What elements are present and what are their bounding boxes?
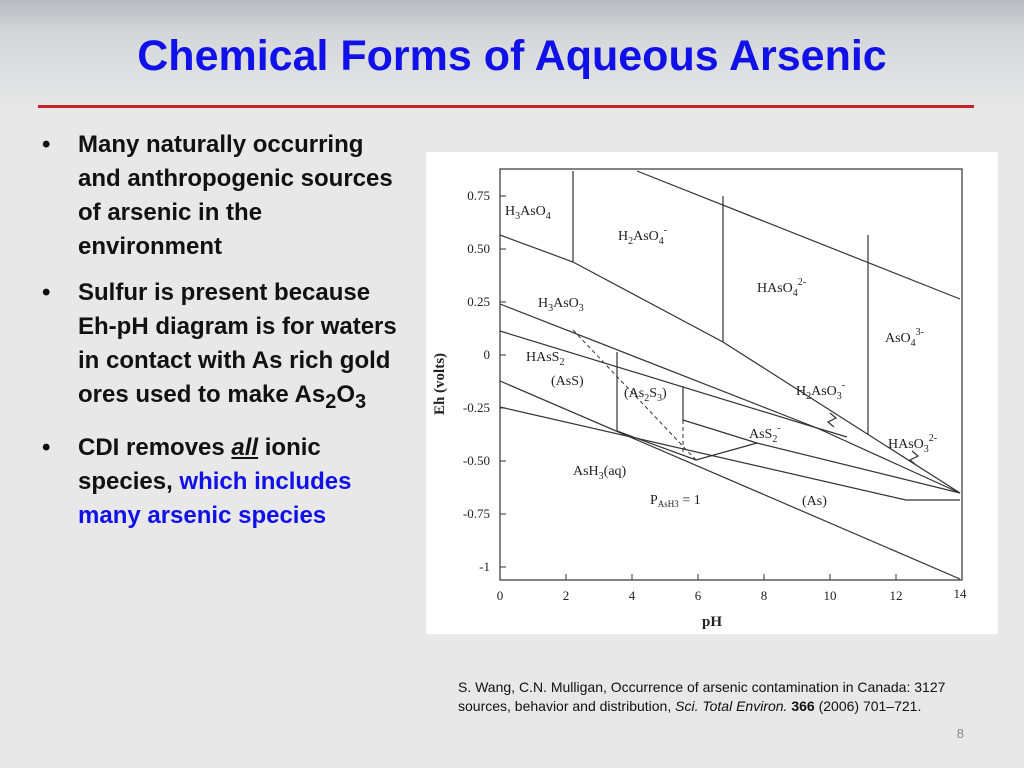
label-h3aso3: $H_3AsO_3$ [538,296,584,314]
volume-number: 366 [791,698,815,714]
boundary-arsine-as [500,407,960,500]
label-pash3: $P_{AsH3} = 1$ [650,493,701,509]
y-tick-label: 0.50 [467,241,490,256]
bullet-item [42,128,402,264]
x-tick-label: 4 [628,588,636,603]
bullet-text: Many naturally occurring and anthropogenic sources of arsenic in the environment [78,131,393,260]
emphasis-text: all [231,433,259,461]
boundary-h2aso3-ass2 [817,428,847,437]
page-number: 8 [956,726,964,741]
eh-ph-diagram [426,152,998,634]
boundary-as2s3-right [683,386,757,443]
y-tick-label: 0.75 [467,188,490,203]
y-tick-label: -1 [479,559,490,574]
x-tick-label: 14 [953,586,967,601]
y-axis-title: Eh (volts) [432,352,448,416]
x-tick-label: 6 [694,588,702,603]
boundary-hass2-upper [500,331,817,428]
x-tick-label: 12 [889,588,903,603]
label-hass2: HAsS$_2$ [526,350,565,368]
bullet-icon: • [42,131,51,158]
label-aso4: AsO$_4^{3-}$ [885,327,925,349]
bullet-list [42,128,402,545]
bullet-item [42,276,402,419]
x-tick-label: 8 [760,588,768,603]
label-haso3: HAsO$_3^{2-}$ [888,433,938,455]
label-ass: (AsS) [551,374,584,389]
x-tick-label: 2 [562,588,570,603]
y-tick-labels [463,188,490,574]
x-axis-title: pH [701,614,723,630]
label-h3aso4: $H_3AsO_4$ [505,204,551,222]
slide-title: Chemical Forms of Aqueous Arsenic [137,32,887,80]
region-labels [505,204,937,509]
boundary-lower-water [500,381,960,579]
label-haso4: HAsO$_4^{2-}$ [757,277,807,299]
boundary-ass2-haso3 [757,443,960,493]
label-ass2: AsS$_2$- [749,423,781,445]
label-h2aso3: $H_2AsO_3^-$ [796,380,846,402]
y-tick-label: -0.25 [462,400,490,415]
bullet-icon: • [42,279,51,306]
x-tick-marks [500,574,896,580]
y-tick-label: 0 [483,347,490,362]
label-as: (As) [802,494,827,509]
break-marker-2 [910,451,918,465]
citation: S. Wang, C.N. Mulligan, Occurrence of arsenic contamination in Canada: 3127 sources, behavior and distribution, Sci. Total Environ. 366 (2006) 701–721. [458,679,946,714]
bullet-text: CDI removes all ionic species, which includes many arsenic species [78,433,352,529]
label-h2aso4: $H_2AsO_4^-$ [618,225,668,247]
boundary-as2s3-lower [617,431,757,460]
journal-name: Sci. Total Environ. [675,698,788,714]
boundary-h3aso3-upper [500,304,817,428]
bullet-text: Sulfur is present because Eh-pH diagram is for waters in contact with As rich gold ores used to make $As_2O_3$ [78,279,397,413]
label-ash3: AsH$_3$(aq) [573,464,627,482]
y-tick-label: -0.75 [462,506,490,521]
y-tick-label: 0.25 [467,294,490,309]
x-tick-labels [497,586,967,603]
bullet-icon: • [42,433,51,461]
break-marker-1 [828,413,836,427]
y-tick-label: -0.50 [462,453,490,468]
x-tick-label: 0 [496,588,504,603]
boundary-arsenate-arsenite [500,235,960,493]
x-tick-label: 10 [823,588,837,603]
label-as2s3: $(As_2S_3)$ [624,386,667,404]
bullet-item [42,431,402,533]
highlight-text: which includes many arsenic species [78,467,352,529]
eh-ph-svg [426,152,998,634]
title-divider [38,105,974,108]
